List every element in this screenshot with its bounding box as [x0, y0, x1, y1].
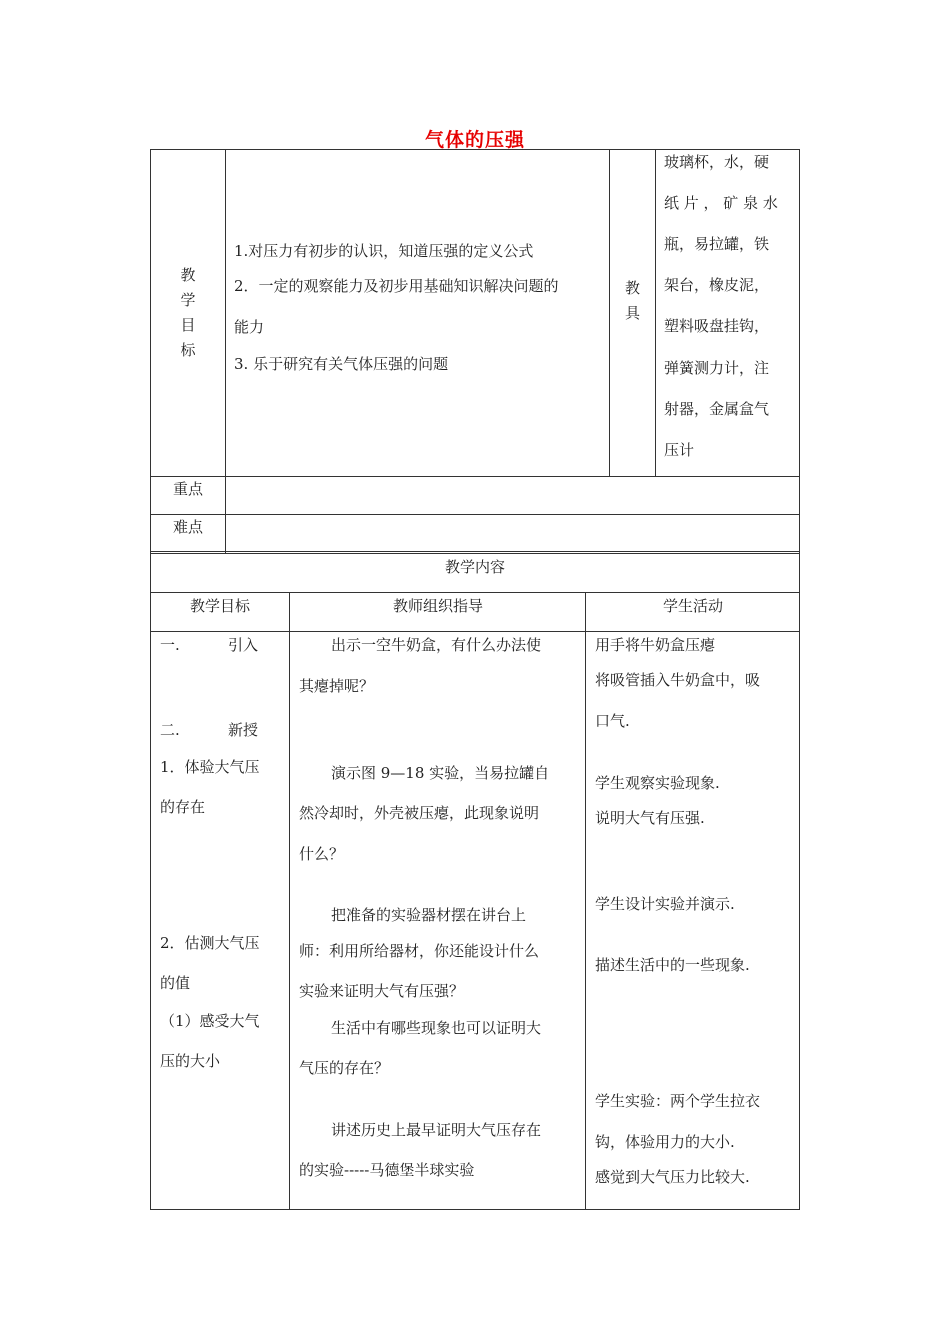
objective-1: 1.对压力有初步的认识，知道压强的定义公式 — [234, 242, 534, 260]
teacher-line: 的实验-----马德堡半球实验 — [299, 1161, 475, 1179]
objective-2: 2．一定的观察能力及初步用基础知识解决问题的 — [234, 277, 559, 295]
tools-line: 压计 — [664, 441, 695, 459]
goal-2-cont: 的值 — [160, 974, 191, 992]
student-line: 说明大气有压强. — [595, 809, 705, 827]
tools-line: 弹簧测力计，注 — [664, 359, 770, 377]
goal-new: 新授 — [228, 721, 259, 739]
student-line: 将吸管插入牛奶盒中，吸 — [595, 671, 761, 689]
lesson-plan-table — [150, 149, 800, 1210]
goal-new-number: 二. — [160, 721, 180, 739]
teacher-line: 把准备的实验器材摆在讲台上 — [331, 906, 527, 924]
tools-line: 玻璃杯，水，硬 — [664, 153, 770, 171]
divider — [585, 592, 586, 1210]
teacher-line: 师：利用所给器材，你还能设计什么 — [299, 942, 540, 960]
goal-1: 1．体验大气压 — [160, 758, 260, 776]
tools-line: 瓶，易拉罐，铁 — [664, 235, 770, 253]
student-line: 口气. — [595, 712, 630, 730]
student-line: 用手将牛奶盒压瘪 — [595, 636, 716, 654]
student-line: 学生设计实验并演示. — [595, 895, 735, 913]
teacher-line: 讲述历史上最早证明大气压存在 — [331, 1121, 542, 1139]
teacher-line: 然冷却时，外壳被压瘪，此现象说明 — [299, 804, 540, 822]
student-line: 感觉到大气压力比较大. — [595, 1168, 750, 1186]
teacher-line: 演示图 9—18 实验，当易拉罐自 — [331, 764, 550, 782]
divider — [655, 149, 656, 476]
student-line: 钩，体验用力的大小. — [595, 1133, 735, 1151]
page-title: 气体的压强 — [424, 129, 525, 151]
section-title: 教学内容 — [444, 558, 505, 576]
goal-intro-number: 一. — [160, 636, 180, 654]
divider — [150, 514, 800, 515]
tools-line: 塑料吸盘挂钩， — [664, 317, 770, 335]
teacher-line: 出示一空牛奶盒，有什么办法使 — [331, 636, 542, 654]
tools-line: 纸 片 ， 矿 泉 水 — [664, 194, 778, 212]
student-line: 学生实验：两个学生拉衣 — [595, 1092, 761, 1110]
goal-intro: 引入 — [228, 636, 259, 654]
column-header-goals: 教学目标 — [189, 597, 250, 615]
goal-3: （1）感受大气 — [160, 1012, 260, 1030]
teacher-line: 生活中有哪些现象也可以证明大 — [331, 1019, 542, 1037]
teacher-line: 气压的存在？ — [299, 1059, 390, 1077]
objectives-label: 教 学 目 标 — [180, 266, 196, 359]
tools-line: 射器，金属盒气 — [664, 400, 770, 418]
teacher-line: 实验来证明大气有压强？ — [299, 982, 465, 1000]
teacher-line: 其瘪掉呢？ — [299, 677, 375, 695]
difficulty-label: 难点 — [172, 518, 203, 536]
objective-2-cont: 能力 — [234, 318, 265, 336]
double-divider — [150, 551, 800, 554]
divider — [150, 631, 800, 632]
student-line: 学生观察实验现象. — [595, 774, 720, 792]
column-header-student: 学生活动 — [662, 597, 723, 615]
divider — [289, 592, 290, 1210]
column-header-teacher: 教师组织指导 — [392, 597, 483, 615]
divider — [150, 476, 800, 477]
teacher-line: 什么？ — [299, 845, 345, 863]
student-line: 描述生活中的一些现象. — [595, 956, 750, 974]
divider — [150, 592, 800, 593]
tools-label: 教 具 — [624, 279, 640, 322]
goal-2: 2．估测大气压 — [160, 934, 260, 952]
goal-3-cont: 压的大小 — [160, 1052, 221, 1070]
objective-3: 3. 乐于研究有关气体压强的问题 — [234, 355, 449, 373]
goal-1-cont: 的存在 — [160, 798, 206, 816]
key-point-label: 重点 — [172, 480, 203, 498]
tools-line: 架台，橡皮泥， — [664, 276, 770, 294]
